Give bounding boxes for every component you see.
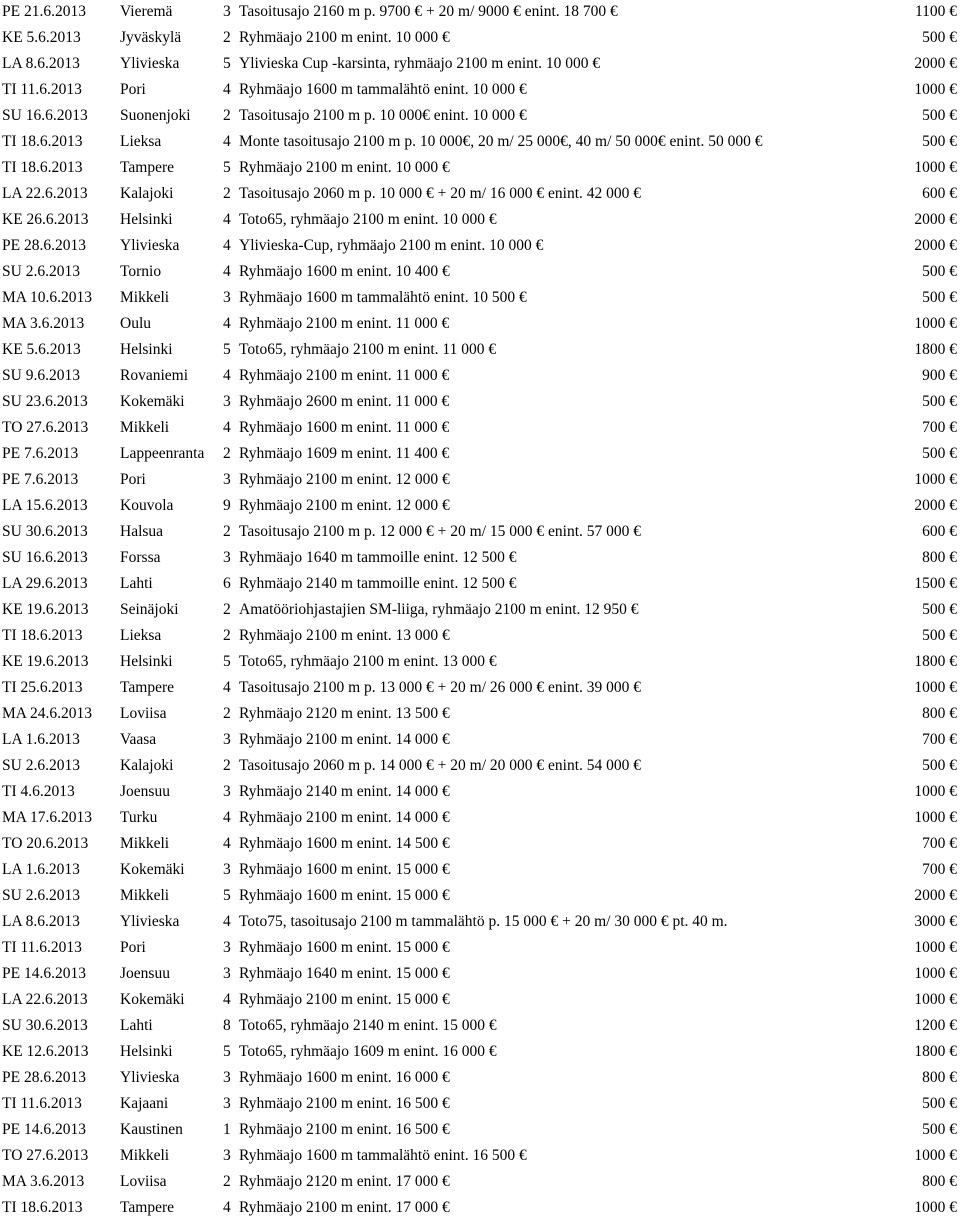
race-number: 1 xyxy=(223,1121,231,1138)
race-date: TI 18.6.2013 xyxy=(2,1199,83,1216)
race-row xyxy=(0,181,960,207)
race-row xyxy=(0,909,960,935)
race-date: TO 27.6.2013 xyxy=(2,419,89,436)
race-date: TI 25.6.2013 xyxy=(2,679,83,696)
race-date: TI 4.6.2013 xyxy=(2,783,75,800)
race-prize: 800 € xyxy=(922,1173,957,1190)
race-location: Vaasa xyxy=(120,731,157,748)
race-description: Ryhmäajo 1600 m tammalähtö enint. 10 500 € xyxy=(239,289,527,306)
race-description: Ryhmäajo 2100 m enint. 15 000 € xyxy=(239,991,450,1008)
race-location: Ylivieska xyxy=(120,237,180,254)
race-location: Kalajoki xyxy=(120,757,174,774)
race-date: KE 26.6.2013 xyxy=(2,211,89,228)
race-location: Rovaniemi xyxy=(120,367,189,384)
race-number: 4 xyxy=(223,991,231,1008)
race-prize: 800 € xyxy=(922,1069,957,1086)
race-description: Monte tasoitusajo 2100 m p. 10 000€, 20 m/ 25 000€, 40 m/ 50 000€ enint. 50 000 € xyxy=(239,133,763,150)
race-row xyxy=(0,337,960,363)
race-location: Ylivieska xyxy=(120,55,180,72)
race-prize: 2000 € xyxy=(914,55,957,72)
race-number: 3 xyxy=(223,3,231,20)
race-description: Tasoitusajo 2100 m p. 10 000€ enint. 10 000 € xyxy=(239,107,527,124)
race-number: 4 xyxy=(223,679,231,696)
race-row xyxy=(0,1065,960,1091)
race-location: Pori xyxy=(120,471,146,488)
race-description: Toto65, ryhmäajo 2140 m enint. 15 000 € xyxy=(239,1017,497,1034)
race-prize: 500 € xyxy=(922,627,957,644)
race-row xyxy=(0,1169,960,1195)
race-row xyxy=(0,623,960,649)
race-number: 5 xyxy=(223,887,231,904)
race-prize: 500 € xyxy=(922,393,957,410)
race-description: Ryhmäajo 2140 m tammoille enint. 12 500 € xyxy=(239,575,517,592)
race-date: LA 1.6.2013 xyxy=(2,731,80,748)
race-location: Helsinki xyxy=(120,1043,173,1060)
race-prize: 1000 € xyxy=(914,783,957,800)
race-date: KE 5.6.2013 xyxy=(2,341,81,358)
race-location: Lahti xyxy=(120,1017,153,1034)
race-row xyxy=(0,311,960,337)
race-number: 4 xyxy=(223,913,231,930)
race-prize: 2000 € xyxy=(914,887,957,904)
race-row xyxy=(0,103,960,129)
race-prize: 500 € xyxy=(922,29,957,46)
race-number: 6 xyxy=(223,575,231,592)
race-date: PE 14.6.2013 xyxy=(2,965,86,982)
race-date: KE 19.6.2013 xyxy=(2,601,89,618)
race-number: 2 xyxy=(223,1173,231,1190)
race-date: PE 28.6.2013 xyxy=(2,237,86,254)
race-description: Ryhmäajo 2600 m enint. 11 000 € xyxy=(239,393,450,410)
race-location: Pori xyxy=(120,81,146,98)
race-date: MA 10.6.2013 xyxy=(2,289,92,306)
race-date: LA 8.6.2013 xyxy=(2,55,80,72)
race-location: Lahti xyxy=(120,575,153,592)
race-row xyxy=(0,25,960,51)
race-prize: 500 € xyxy=(922,445,957,462)
race-description: Ryhmäajo 2100 m enint. 16 500 € xyxy=(239,1095,450,1112)
race-description: Ryhmäajo 2100 m enint. 10 000 € xyxy=(239,29,450,46)
race-prize: 600 € xyxy=(922,185,957,202)
race-description: Ryhmäajo 2100 m enint. 14 000 € xyxy=(239,809,450,826)
race-date: PE 7.6.2013 xyxy=(2,445,79,462)
race-prize: 1000 € xyxy=(914,159,957,176)
race-description: Toto75, tasoitusajo 2100 m tammalähtö p. 15 000 € + 20 m/ 30 000 € pt. 40 m. xyxy=(239,913,728,930)
race-description: Ryhmäajo 2100 m enint. 17 000 € xyxy=(239,1199,450,1216)
race-location: Mikkeli xyxy=(120,1147,170,1164)
race-location: Joensuu xyxy=(120,965,170,982)
race-prize: 2000 € xyxy=(914,497,957,514)
race-number: 3 xyxy=(223,393,231,410)
race-description: Tasoitusajo 2160 m p. 9700 € + 20 m/ 9000 € enint. 18 700 € xyxy=(239,3,618,20)
race-location: Lieksa xyxy=(120,133,162,150)
race-date: TO 20.6.2013 xyxy=(2,835,89,852)
race-description: Ryhmäajo 1600 m enint. 16 000 € xyxy=(239,1069,450,1086)
race-number: 4 xyxy=(223,81,231,98)
race-description: Ryhmäajo 1600 m enint. 15 000 € xyxy=(239,887,450,904)
race-number: 3 xyxy=(223,783,231,800)
race-location: Joensuu xyxy=(120,783,170,800)
race-row xyxy=(0,77,960,103)
race-number: 4 xyxy=(223,367,231,384)
race-location: Tampere xyxy=(120,679,174,696)
race-location: Seinäjoki xyxy=(120,601,179,618)
race-number: 3 xyxy=(223,861,231,878)
race-prize: 700 € xyxy=(922,861,957,878)
race-row xyxy=(0,207,960,233)
race-location: Kalajoki xyxy=(120,185,174,202)
race-prize: 500 € xyxy=(922,1095,957,1112)
race-location: Halsua xyxy=(120,523,164,540)
race-row xyxy=(0,0,960,25)
race-number: 3 xyxy=(223,471,231,488)
race-prize: 1000 € xyxy=(914,939,957,956)
race-date: SU 2.6.2013 xyxy=(2,263,80,280)
race-location: Kaustinen xyxy=(120,1121,183,1138)
race-row xyxy=(0,519,960,545)
race-location: Kokemäki xyxy=(120,861,185,878)
race-number: 5 xyxy=(223,341,231,358)
race-date: KE 12.6.2013 xyxy=(2,1043,89,1060)
race-row xyxy=(0,493,960,519)
race-row xyxy=(0,415,960,441)
race-prize: 2000 € xyxy=(914,211,957,228)
race-location: Kouvola xyxy=(120,497,174,514)
race-location: Turku xyxy=(120,809,158,826)
race-location: Lieksa xyxy=(120,627,162,644)
race-row xyxy=(0,649,960,675)
race-description: Ryhmäajo 2120 m enint. 13 500 € xyxy=(239,705,450,722)
race-location: Lappeenranta xyxy=(120,445,205,462)
race-number: 5 xyxy=(223,653,231,670)
race-row xyxy=(0,597,960,623)
race-description: Ryhmäajo 1600 m tammalähtö enint. 10 000 € xyxy=(239,81,527,98)
race-date: TO 27.6.2013 xyxy=(2,1147,89,1164)
race-prize: 1000 € xyxy=(914,679,957,696)
race-date: MA 17.6.2013 xyxy=(2,809,92,826)
race-location: Forssa xyxy=(120,549,161,566)
race-number: 3 xyxy=(223,1095,231,1112)
race-number: 2 xyxy=(223,627,231,644)
race-prize: 1000 € xyxy=(914,471,957,488)
race-number: 3 xyxy=(223,939,231,956)
race-description: Ryhmäajo 1600 m enint. 10 400 € xyxy=(239,263,450,280)
race-description: Tasoitusajo 2060 m p. 10 000 € + 20 m/ 16 000 € enint. 42 000 € xyxy=(239,185,642,202)
race-location: Loviisa xyxy=(120,1173,167,1190)
race-row xyxy=(0,727,960,753)
race-row xyxy=(0,1013,960,1039)
race-number: 2 xyxy=(223,757,231,774)
race-location: Kokemäki xyxy=(120,991,185,1008)
race-number: 2 xyxy=(223,29,231,46)
race-number: 5 xyxy=(223,159,231,176)
race-location: Helsinki xyxy=(120,653,173,670)
race-number: 2 xyxy=(223,185,231,202)
race-date: TI 18.6.2013 xyxy=(2,159,83,176)
race-description: Toto65, ryhmäajo 2100 m enint. 10 000 € xyxy=(239,211,497,228)
race-row xyxy=(0,545,960,571)
race-prize: 500 € xyxy=(922,263,957,280)
race-date: LA 22.6.2013 xyxy=(2,991,88,1008)
race-prize: 500 € xyxy=(922,107,957,124)
race-prize: 500 € xyxy=(922,757,957,774)
race-description: Toto65, ryhmäajo 2100 m enint. 11 000 € xyxy=(239,341,497,358)
race-description: Ryhmäajo 2100 m enint. 10 000 € xyxy=(239,159,450,176)
race-prize: 1500 € xyxy=(914,575,957,592)
race-prize: 700 € xyxy=(922,835,957,852)
race-prize: 600 € xyxy=(922,523,957,540)
race-row xyxy=(0,1195,960,1221)
race-description: Ryhmäajo 1640 m tammoille enint. 12 500 € xyxy=(239,549,517,566)
race-number: 3 xyxy=(223,965,231,982)
race-description: Tasoitusajo 2100 m p. 12 000 € + 20 m/ 15 000 € enint. 57 000 € xyxy=(239,523,642,540)
race-date: MA 24.6.2013 xyxy=(2,705,92,722)
race-prize: 800 € xyxy=(922,549,957,566)
race-description: Toto65, ryhmäajo 1609 m enint. 16 000 € xyxy=(239,1043,497,1060)
race-number: 4 xyxy=(223,1199,231,1216)
race-location: Ylivieska xyxy=(120,1069,180,1086)
race-description: Ryhmäajo 2140 m enint. 14 000 € xyxy=(239,783,450,800)
race-row xyxy=(0,857,960,883)
race-date: PE 7.6.2013 xyxy=(2,471,79,488)
race-date: TI 11.6.2013 xyxy=(2,1095,82,1112)
race-row xyxy=(0,363,960,389)
race-row xyxy=(0,51,960,77)
race-date: KE 5.6.2013 xyxy=(2,29,81,46)
race-location: Helsinki xyxy=(120,211,173,228)
race-row xyxy=(0,129,960,155)
race-prize: 1000 € xyxy=(914,315,957,332)
race-prize: 500 € xyxy=(922,133,957,150)
race-location: Loviisa xyxy=(120,705,167,722)
race-description: Tasoitusajo 2100 m p. 13 000 € + 20 m/ 26 000 € enint. 39 000 € xyxy=(239,679,642,696)
race-description: Ryhmäajo 1600 m enint. 11 000 € xyxy=(239,419,450,436)
race-description: Amatööriohjastajien SM-liiga, ryhmäajo 2100 m enint. 12 950 € xyxy=(239,601,639,618)
race-row xyxy=(0,987,960,1013)
race-row xyxy=(0,805,960,831)
race-description: Ryhmäajo 1600 m tammalähtö enint. 16 500 € xyxy=(239,1147,527,1164)
race-date: SU 9.6.2013 xyxy=(2,367,80,384)
race-date: TI 18.6.2013 xyxy=(2,133,83,150)
race-date: TI 11.6.2013 xyxy=(2,81,82,98)
race-prize: 700 € xyxy=(922,731,957,748)
race-prize: 2000 € xyxy=(914,237,957,254)
race-location: Helsinki xyxy=(120,341,173,358)
race-description: Ryhmäajo 1600 m enint. 15 000 € xyxy=(239,939,450,956)
race-prize: 1000 € xyxy=(914,809,957,826)
race-description: Ryhmäajo 2100 m enint. 16 500 € xyxy=(239,1121,450,1138)
race-location: Jyväskylä xyxy=(120,29,182,46)
race-number: 4 xyxy=(223,237,231,254)
race-prize: 1800 € xyxy=(914,653,957,670)
race-row xyxy=(0,1117,960,1143)
race-description: Ryhmäajo 1600 m enint. 14 500 € xyxy=(239,835,450,852)
race-date: LA 8.6.2013 xyxy=(2,913,80,930)
race-prize: 1100 € xyxy=(914,3,957,20)
race-date: PE 21.6.2013 xyxy=(2,3,86,20)
race-description: Ryhmäajo 2120 m enint. 17 000 € xyxy=(239,1173,450,1190)
race-prize: 1000 € xyxy=(914,965,957,982)
race-row xyxy=(0,233,960,259)
race-number: 2 xyxy=(223,601,231,618)
race-number: 4 xyxy=(223,211,231,228)
race-number: 4 xyxy=(223,133,231,150)
race-prize: 3000 € xyxy=(914,913,957,930)
race-number: 8 xyxy=(223,1017,231,1034)
race-prize: 500 € xyxy=(922,601,957,618)
race-description: Ylivieska Cup -karsinta, ryhmäajo 2100 m enint. 10 000 € xyxy=(239,55,601,72)
race-date: KE 19.6.2013 xyxy=(2,653,89,670)
race-date: SU 30.6.2013 xyxy=(2,523,88,540)
race-description: Ryhmäajo 2100 m enint. 13 000 € xyxy=(239,627,450,644)
race-location: Tornio xyxy=(120,263,162,280)
race-number: 2 xyxy=(223,445,231,462)
race-prize: 1000 € xyxy=(914,81,957,98)
race-row xyxy=(0,285,960,311)
race-description: Ylivieska-Cup, ryhmäajo 2100 m enint. 10 000 € xyxy=(239,237,544,254)
race-number: 3 xyxy=(223,289,231,306)
race-number: 9 xyxy=(223,497,231,514)
race-location: Tampere xyxy=(120,1199,174,1216)
race-row xyxy=(0,779,960,805)
race-description: Ryhmäajo 2100 m enint. 14 000 € xyxy=(239,731,450,748)
race-date: SU 2.6.2013 xyxy=(2,757,80,774)
race-date: SU 16.6.2013 xyxy=(2,107,88,124)
race-row xyxy=(0,1091,960,1117)
race-date: TI 11.6.2013 xyxy=(2,939,82,956)
race-location: Vieremä xyxy=(120,3,173,20)
race-row xyxy=(0,701,960,727)
race-number: 5 xyxy=(223,1043,231,1060)
race-number: 4 xyxy=(223,263,231,280)
race-date: MA 3.6.2013 xyxy=(2,315,85,332)
race-prize: 1200 € xyxy=(914,1017,957,1034)
race-location: Mikkeli xyxy=(120,419,170,436)
race-date: TI 18.6.2013 xyxy=(2,627,83,644)
race-prize: 900 € xyxy=(922,367,957,384)
race-description: Ryhmäajo 2100 m enint. 11 000 € xyxy=(239,315,450,332)
race-row xyxy=(0,753,960,779)
race-date: PE 14.6.2013 xyxy=(2,1121,86,1138)
race-date: LA 15.6.2013 xyxy=(2,497,88,514)
race-prize: 800 € xyxy=(922,705,957,722)
race-location: Kokemäki xyxy=(120,393,185,410)
race-number: 4 xyxy=(223,315,231,332)
race-location: Pori xyxy=(120,939,146,956)
race-number: 2 xyxy=(223,523,231,540)
race-number: 4 xyxy=(223,419,231,436)
race-number: 5 xyxy=(223,55,231,72)
race-prize: 500 € xyxy=(922,289,957,306)
race-row xyxy=(0,831,960,857)
race-date: LA 1.6.2013 xyxy=(2,861,80,878)
race-number: 4 xyxy=(223,835,231,852)
race-number: 2 xyxy=(223,705,231,722)
race-row xyxy=(0,935,960,961)
race-date: SU 16.6.2013 xyxy=(2,549,88,566)
race-number: 3 xyxy=(223,1069,231,1086)
race-prize: 500 € xyxy=(922,1121,957,1138)
race-description: Ryhmäajo 2100 m enint. 11 000 € xyxy=(239,367,450,384)
race-row xyxy=(0,675,960,701)
race-prize: 1000 € xyxy=(914,991,957,1008)
race-row xyxy=(0,467,960,493)
race-row xyxy=(0,883,960,909)
race-prize: 1800 € xyxy=(914,1043,957,1060)
race-date: SU 2.6.2013 xyxy=(2,887,80,904)
race-row xyxy=(0,259,960,285)
race-number: 4 xyxy=(223,809,231,826)
race-location: Mikkeli xyxy=(120,289,170,306)
race-date: SU 23.6.2013 xyxy=(2,393,88,410)
race-prize: 1000 € xyxy=(914,1199,957,1216)
race-row xyxy=(0,441,960,467)
race-row xyxy=(0,571,960,597)
race-location: Ylivieska xyxy=(120,913,180,930)
race-description: Tasoitusajo 2060 m p. 14 000 € + 20 m/ 20 000 € enint. 54 000 € xyxy=(239,757,642,774)
race-row xyxy=(0,155,960,181)
race-description: Ryhmäajo 1609 m enint. 11 400 € xyxy=(239,445,450,462)
race-date: PE 28.6.2013 xyxy=(2,1069,86,1086)
race-prize: 1000 € xyxy=(914,1147,957,1164)
race-row xyxy=(0,1143,960,1169)
race-description: Ryhmäajo 2100 m enint. 12 000 € xyxy=(239,497,450,514)
race-location: Tampere xyxy=(120,159,174,176)
race-row xyxy=(0,1039,960,1065)
race-description: Ryhmäajo 1600 m enint. 15 000 € xyxy=(239,861,450,878)
race-prize: 1800 € xyxy=(914,341,957,358)
race-number: 2 xyxy=(223,107,231,124)
race-location: Suonenjoki xyxy=(120,107,191,124)
race-description: Ryhmäajo 1640 m enint. 15 000 € xyxy=(239,965,450,982)
race-prize: 700 € xyxy=(922,419,957,436)
race-number: 3 xyxy=(223,549,231,566)
race-location: Kajaani xyxy=(120,1095,169,1112)
race-date: LA 22.6.2013 xyxy=(2,185,88,202)
race-row xyxy=(0,389,960,415)
race-date: SU 30.6.2013 xyxy=(2,1017,88,1034)
race-location: Mikkeli xyxy=(120,887,170,904)
race-location: Oulu xyxy=(120,315,151,332)
race-row xyxy=(0,961,960,987)
race-date: LA 29.6.2013 xyxy=(2,575,88,592)
race-description: Ryhmäajo 2100 m enint. 12 000 € xyxy=(239,471,450,488)
race-date: MA 3.6.2013 xyxy=(2,1173,85,1190)
race-number: 3 xyxy=(223,1147,231,1164)
race-description: Toto65, ryhmäajo 2100 m enint. 13 000 € xyxy=(239,653,497,670)
race-location: Mikkeli xyxy=(120,835,170,852)
race-number: 3 xyxy=(223,731,231,748)
